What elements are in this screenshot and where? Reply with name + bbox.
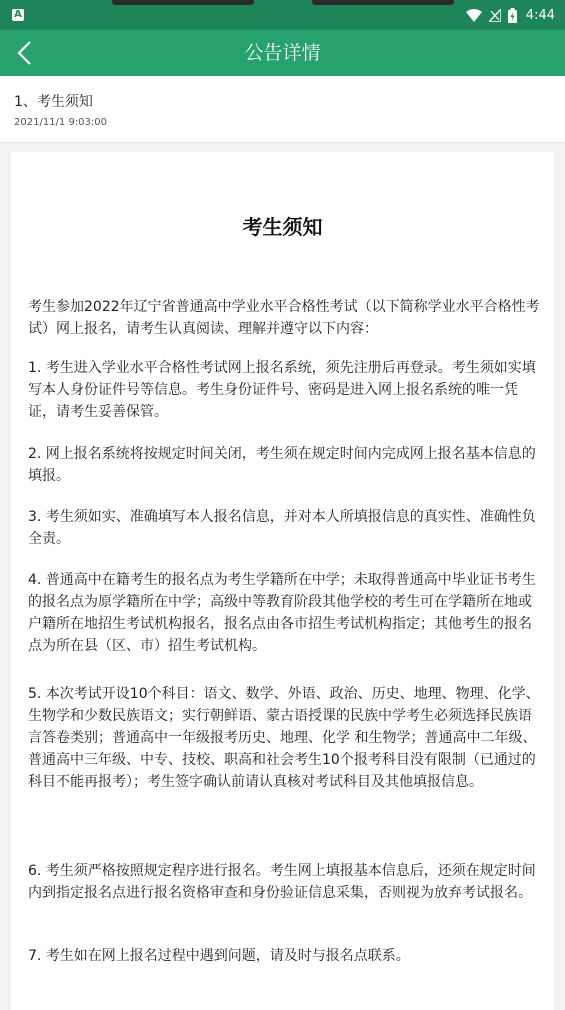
battery-icon xyxy=(508,8,517,23)
document-item: 5. 本次考试开设10个科目：语文、数学、外语、政治、历史、地理、物理、化学、生物学和少数民族语文；实行朝鲜语、蒙古语授课的民族中学考生必须选择民族语言答卷类别；普通高中一年级报考历史、地理、化学 和生物学；普通高中二年级、普通高中三年级、中专、技校、职高和社会考生10个报考科目没有限制（已通过的科目不能再报考）；考生签字确认前请认真核对考试科目及其他填报信息。 xyxy=(28,686,540,790)
document-item: 4. 普通高中在籍考生的报名点为考生学籍所在中学；未取得普通高中毕业证书考生的报名点为原学籍所在中学；高级中等教育阶段其他学校的考生可在学籍所在地或户籍所在地招生考试机构报名，报名点由各市招生考试机构指定；其他考生的报名点为所在县（区、市）招生考试机构。 xyxy=(28,572,536,654)
document-title: 考生须知 xyxy=(242,215,323,239)
status-bar-notch xyxy=(112,0,254,5)
status-icons xyxy=(466,6,555,24)
status-bar xyxy=(0,0,565,30)
status-time: 4:44 xyxy=(525,7,555,23)
document-item: 3. 考生须如实、准确填写本人报名信息，并对本人所填报信息的真实性、准确性负全责。 xyxy=(28,509,536,547)
document-item: 7. 考生如在网上报名过程中遇到问题，请及时与报名点联系。 xyxy=(28,948,410,964)
notice-content xyxy=(11,152,554,1010)
document-item: 1. 考生进入学业水平合格性考试网上报名系统，须先注册后再登录。考生须如实填写本人身份证件号等信息。考生身份证件号、密码是进入网上报名系统的唯一凭证，请考生妥善保管。 xyxy=(28,360,536,420)
app-bar xyxy=(0,30,565,76)
status-bar-notch xyxy=(312,0,454,5)
notice-date: 2021/11/1 9:03:00 xyxy=(14,117,108,128)
signal-icon xyxy=(489,9,501,22)
notice-title: 1、考生须知 xyxy=(14,94,93,110)
page-title: 公告详情 xyxy=(244,42,321,64)
document-item: 6. 考生须严格按照规定程序进行报名。考生网上填报基本信息后，还须在规定时间内到指定报名点进行报名资格审查和身份验证信息采集，否则视为放弃考试报名。 xyxy=(28,863,536,901)
notice-header xyxy=(0,76,565,143)
document-item: 2. 网上报名系统将按规定时间关闭，考生须在规定时间内完成网上报名基本信息的填报。 xyxy=(28,446,536,484)
chevron-left-icon xyxy=(16,40,34,66)
notification-a-icon: A xyxy=(12,9,24,21)
wifi-icon xyxy=(466,9,482,22)
document-intro: 考生参加2022年辽宁省普通高中学业水平合格性考试（以下简称学业水平合格性考试）网上报名，请考生认真阅读、理解并遵守以下内容： xyxy=(28,299,540,337)
back-button[interactable] xyxy=(6,34,44,72)
